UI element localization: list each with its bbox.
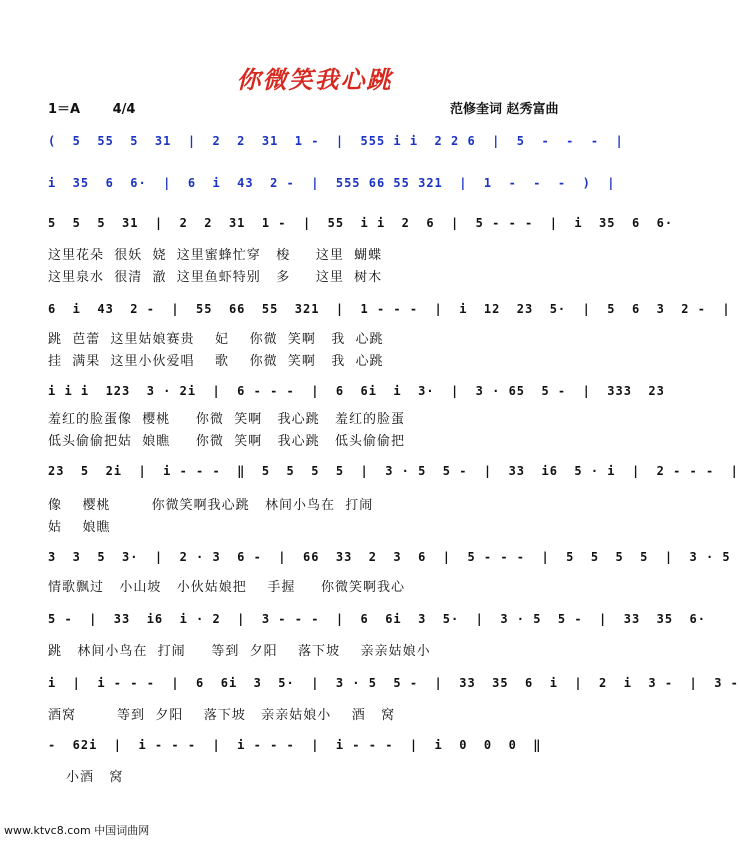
footer-watermark: www.ktvc8.com 中国词曲网 [4,824,150,837]
lyrics-5b: 低头偷偷把姑 娘瞧 你微 笑啊 我心跳 低头偷偷把 [48,434,405,449]
score-line-3: 5 5 5 31 | 2 2 31 1 - | 55 i i 2 6 | 5 - - - | i 35 6 6· [48,216,674,230]
lyrics-3a: 这里花朵 很妖 娆 这里蜜蜂忙穿 梭 这里 蝴蝶 [48,248,383,263]
score-line-6: 23 5 2i | i - - - ‖ 5 5 5 5 | 3 · 5 5 - | 33 i6 5 · i | 2 - - - | [48,464,739,478]
lyrics-7: 情歌飘过 小山坡 小伙姑娘把 手握 你微笑啊我心 [48,580,405,595]
score-line-1: ( 5 55 5 31 | 2 2 31 1 - | 555 i i 2 2 6 | 5 - - - | [48,134,624,148]
lyrics-5a: 羞红的脸蛋像 樱桃 你微 笑啊 我心跳 羞红的脸蛋 [48,412,405,427]
score-line-8: 5 - | 33 i6 i · 2 | 3 - - - | 6 6i 3 5· | 3 · 5 5 - | 33 35 6· [48,612,706,626]
meter-label: 4/4 [112,102,136,117]
score-line-10: - 62i | i - - - | i - - - | i - - - | i 0 0 0 ‖ [48,738,542,752]
score-line-2: i 35 6 6· | 6 i 43 2 - | 555 66 55 321 | 1 - - - ) | [48,176,616,190]
lyrics-8: 跳 林间小鸟在 打闹 等到 夕阳 落下坡 亲亲姑娘小 [48,644,431,659]
lyrics-10: 小酒 窝 [66,770,124,785]
key-label: 1＝A [48,102,81,117]
lyrics-6b: 姑 娘瞧 [48,520,111,535]
lyrics-3b: 这里泉水 很清 澈 这里鱼虾特别 多 这里 树木 [48,270,383,285]
lyrics-4a: 跳 芭蕾 这里姑娘赛贵 妃 你微 笑啊 我 心跳 [48,332,384,347]
key-signature [48,98,163,117]
score-line-4: 6 i 43 2 - | 55 66 55 321 | 1 - - - | i 12 23 5· | 5 6 3 2 - | [48,302,731,316]
song-title: 你微笑我心跳 [236,65,393,94]
lyrics-9: 酒窝 等到 夕阳 落下坡 亲亲姑娘小 酒 窝 [48,708,396,723]
score-line-9: i | i - - - | 6 6i 3 5· | 3 · 5 5 - | 33 35 6 i | 2 i 3 - | 3 - [48,676,739,690]
credits: 范修奎词 赵秀富曲 [450,102,559,117]
score-line-7: 3 3 5 3· | 2 · 3 6 - | 66 33 2 3 6 | 5 - - - | 5 5 5 5 | 3 · 5 [48,550,731,564]
lyrics-4b: 挂 满果 这里小伙爱唱 歌 你微 笑啊 我 心跳 [48,354,384,369]
lyrics-6a: 像 樱桃 你微笑啊我心跳 林间小鸟在 打闹 [48,498,374,513]
score-line-5: i i i 123 3 · 2i | 6 - - - | 6 6i i 3· | 3 · 65 5 - | 333 23 [48,384,665,398]
